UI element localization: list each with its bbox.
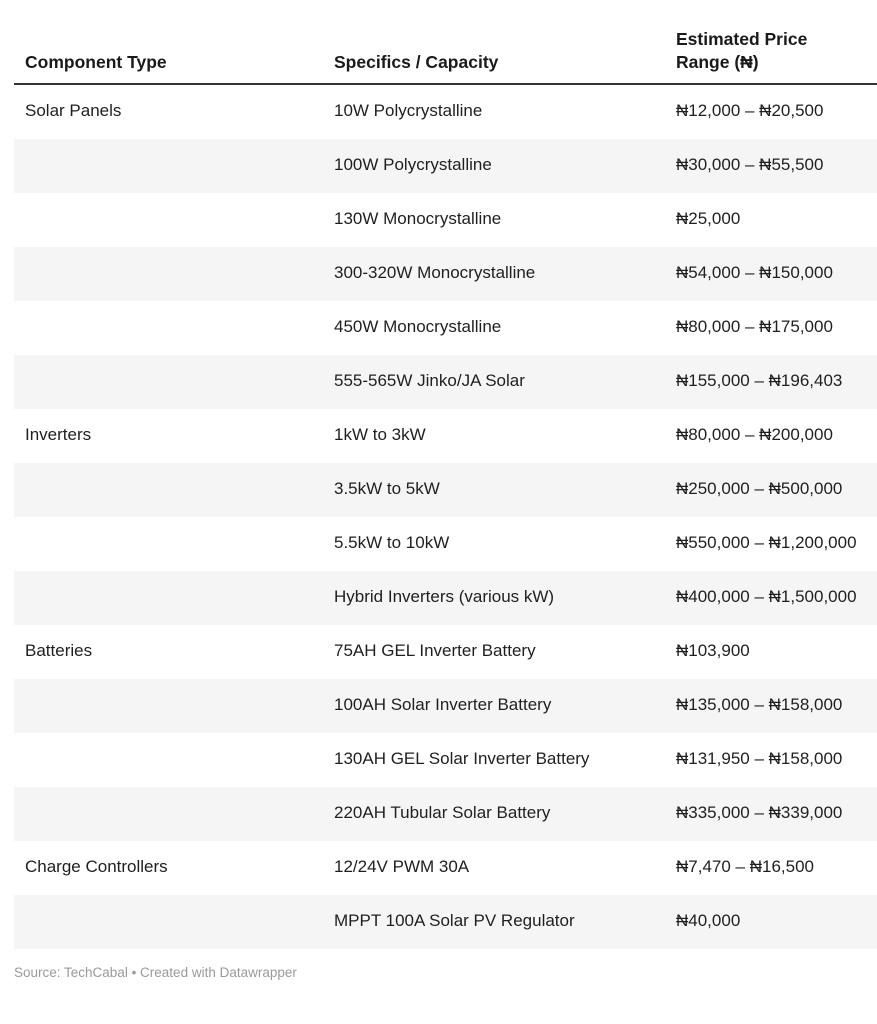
table-row (14, 733, 877, 787)
cell-component-type: Inverters (14, 409, 320, 463)
cell-component-type (14, 895, 320, 949)
cell-estimated-price-range: ₦54,000 – ₦150,000 (662, 247, 877, 301)
cell-estimated-price-range: ₦40,000 (662, 895, 877, 949)
table-row (14, 463, 877, 517)
cell-component-type: Charge Controllers (14, 841, 320, 895)
cell-estimated-price-range: ₦12,000 – ₦20,500 (662, 84, 877, 139)
cell-specifics-capacity: 5.5kW to 10kW (320, 517, 662, 571)
cell-specifics-capacity: 75AH GEL Inverter Battery (320, 625, 662, 679)
cell-component-type (14, 787, 320, 841)
table-row (14, 84, 877, 139)
price-header-line-1: Estimated Price (676, 29, 808, 49)
header-row (14, 28, 877, 84)
cell-estimated-price-range: ₦80,000 – ₦175,000 (662, 301, 877, 355)
table-row (14, 841, 877, 895)
cell-specifics-capacity: 450W Monocrystalline (320, 301, 662, 355)
cell-estimated-price-range: ₦80,000 – ₦200,000 (662, 409, 877, 463)
cell-specifics-capacity: 1kW to 3kW (320, 409, 662, 463)
cell-estimated-price-range: ₦135,000 – ₦158,000 (662, 679, 877, 733)
table-row (14, 517, 877, 571)
price-header-line-2: Range (₦) (676, 51, 759, 72)
cell-specifics-capacity: 555-565W Jinko/JA Solar (320, 355, 662, 409)
cell-specifics-capacity: 220AH Tubular Solar Battery (320, 787, 662, 841)
cell-component-type (14, 571, 320, 625)
table-row (14, 301, 877, 355)
table-row (14, 787, 877, 841)
table-row (14, 679, 877, 733)
cell-estimated-price-range: ₦250,000 – ₦500,000 (662, 463, 877, 517)
table-header (14, 28, 877, 84)
price-table (14, 28, 877, 949)
cell-estimated-price-range: ₦25,000 (662, 193, 877, 247)
cell-component-type: Batteries (14, 625, 320, 679)
cell-specifics-capacity: 130W Monocrystalline (320, 193, 662, 247)
table-row (14, 895, 877, 949)
table-body (14, 84, 877, 949)
cell-specifics-capacity: 10W Polycrystalline (320, 84, 662, 139)
cell-specifics-capacity: 130AH GEL Solar Inverter Battery (320, 733, 662, 787)
cell-component-type (14, 193, 320, 247)
cell-component-type (14, 733, 320, 787)
table-footer-source: Source: TechCabal • Created with Datawrapper (14, 964, 297, 980)
cell-component-type (14, 679, 320, 733)
cell-specifics-capacity: 3.5kW to 5kW (320, 463, 662, 517)
cell-component-type (14, 247, 320, 301)
cell-estimated-price-range: ₦155,000 – ₦196,403 (662, 355, 877, 409)
table-row (14, 409, 877, 463)
cell-component-type (14, 301, 320, 355)
cell-specifics-capacity: 300-320W Monocrystalline (320, 247, 662, 301)
table-row (14, 571, 877, 625)
table-row (14, 247, 877, 301)
cell-specifics-capacity: 100W Polycrystalline (320, 139, 662, 193)
table-row (14, 193, 877, 247)
cell-estimated-price-range: ₦131,950 – ₦158,000 (662, 733, 877, 787)
table-row (14, 355, 877, 409)
cell-component-type (14, 139, 320, 193)
cell-component-type (14, 463, 320, 517)
cell-estimated-price-range: ₦103,900 (662, 625, 877, 679)
table-row (14, 139, 877, 193)
cell-estimated-price-range: ₦7,470 – ₦16,500 (662, 841, 877, 895)
column-header-specifics-capacity-label: Specifics / Capacity (334, 51, 499, 72)
cell-specifics-capacity: Hybrid Inverters (various kW) (320, 571, 662, 625)
column-header-component-type-label: Component Type (25, 51, 167, 72)
column-header-component-type (14, 28, 320, 84)
column-header-specifics-capacity (320, 28, 662, 84)
cell-component-type (14, 355, 320, 409)
table-row (14, 625, 877, 679)
cell-estimated-price-range: ₦335,000 – ₦339,000 (662, 787, 877, 841)
cell-specifics-capacity: MPPT 100A Solar PV Regulator (320, 895, 662, 949)
cell-component-type (14, 517, 320, 571)
cell-component-type: Solar Panels (14, 84, 320, 139)
cell-specifics-capacity: 12/24V PWM 30A (320, 841, 662, 895)
cell-estimated-price-range: ₦400,000 – ₦1,500,000 (662, 571, 877, 625)
cell-estimated-price-range: ₦550,000 – ₦1,200,000 (662, 517, 877, 571)
column-header-estimated-price-range (662, 28, 877, 84)
column-header-estimated-price-range-label (676, 28, 861, 74)
cell-estimated-price-range: ₦30,000 – ₦55,500 (662, 139, 877, 193)
cell-specifics-capacity: 100AH Solar Inverter Battery (320, 679, 662, 733)
